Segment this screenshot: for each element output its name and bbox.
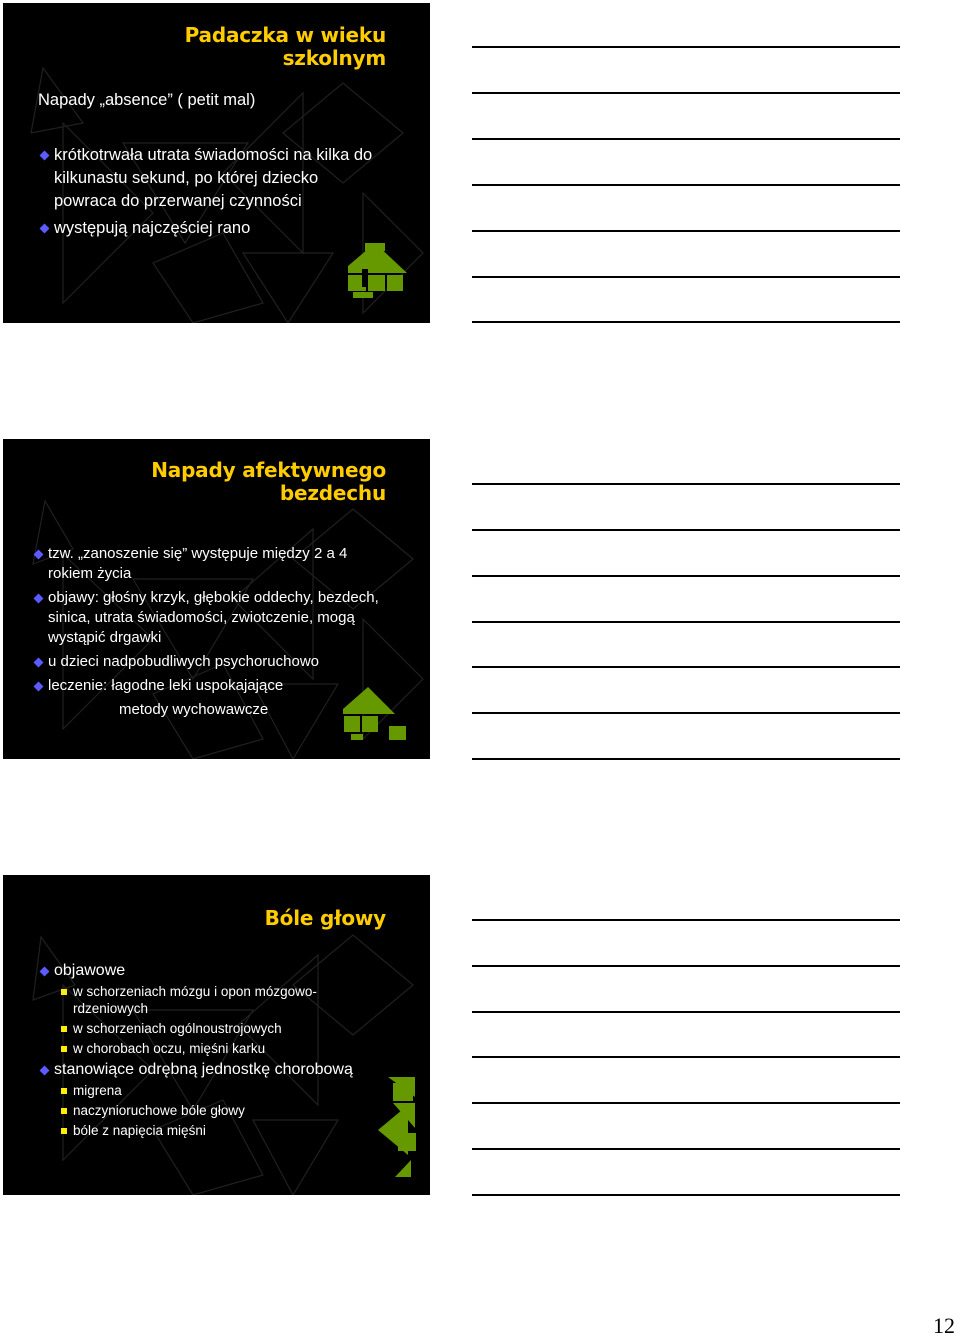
list-item: bóle z napięcia mięśni	[73, 1122, 338, 1139]
note-line	[472, 1194, 900, 1196]
note-line	[472, 1102, 900, 1104]
list-item: naczynioruchowe bóle głowy	[73, 1102, 338, 1119]
slide-title: Bóle głowy	[264, 906, 386, 930]
note-line	[472, 483, 900, 485]
note-line	[472, 184, 900, 186]
list-item: krótkotrwała utrata świadomości na kilka do kilkunastu sekund, po której dziecko powraca do przerwanej czynności	[54, 144, 374, 213]
note-line	[472, 529, 900, 531]
slide-subtitle: Napady „absence” ( petit mal)	[38, 91, 256, 109]
bullet-list	[48, 544, 388, 720]
list-item: tzw. „zanoszenie się” występuje między 2 a 4 rokiem życia	[48, 544, 388, 584]
group-label: stanowiące odrębną jednostkę chorobową	[54, 1060, 414, 1080]
group-label: objawowe	[54, 961, 414, 981]
square-bullet-icon	[61, 1108, 67, 1114]
note-line	[472, 919, 900, 921]
note-line	[472, 230, 900, 232]
list-item: objawy: głośny krzyk, głębokie oddechy, bezdech, sinica, utrata świadomości, zwiotczenie, mogą wystąpić drgawki	[48, 588, 388, 648]
grouped-list	[54, 961, 414, 1139]
note-line	[472, 621, 900, 623]
square-bullet-icon	[61, 1088, 67, 1094]
note-line	[472, 1011, 900, 1013]
house-icon	[348, 243, 407, 298]
square-bullet-icon	[61, 1026, 67, 1032]
note-line	[472, 575, 900, 577]
bullet-list	[54, 144, 374, 240]
slide-1	[3, 3, 430, 323]
slide-3	[3, 875, 430, 1195]
note-line	[472, 1056, 900, 1058]
list-item: w schorzeniach mózgu i opon mózgowo-rdzeniowych	[73, 983, 338, 1017]
list-item: migrena	[73, 1082, 338, 1099]
slide-title: Napady afektywnego bezdechu	[151, 458, 386, 505]
note-line	[472, 92, 900, 94]
note-line	[472, 276, 900, 278]
note-line	[472, 138, 900, 140]
square-bullet-icon	[61, 1128, 67, 1134]
note-line	[472, 321, 900, 323]
square-bullet-icon	[61, 989, 67, 995]
slide-2	[3, 439, 430, 759]
list-item: leczenie: łagodne leki uspokajające	[48, 676, 388, 696]
note-line	[472, 46, 900, 48]
note-line	[472, 965, 900, 967]
square-bullet-icon	[61, 1046, 67, 1052]
note-line	[472, 758, 900, 760]
page-number: 12	[933, 1313, 955, 1338]
list-item: w schorzeniach ogólnoustrojowych	[73, 1020, 338, 1037]
list-item-continuation: metody wychowawcze	[119, 701, 269, 718]
note-line	[472, 1148, 900, 1150]
sub-list	[73, 1082, 338, 1139]
sub-list	[73, 983, 338, 1057]
note-line	[472, 712, 900, 714]
list-item: występują najczęściej rano	[54, 217, 374, 240]
slide-title: Padaczka w wieku szkolnym	[184, 23, 386, 70]
list-item: w chorobach oczu, mięśni karku	[73, 1040, 338, 1057]
list-item: u dzieci nadpobudliwych psychoruchowo	[48, 652, 388, 672]
note-line	[472, 666, 900, 668]
